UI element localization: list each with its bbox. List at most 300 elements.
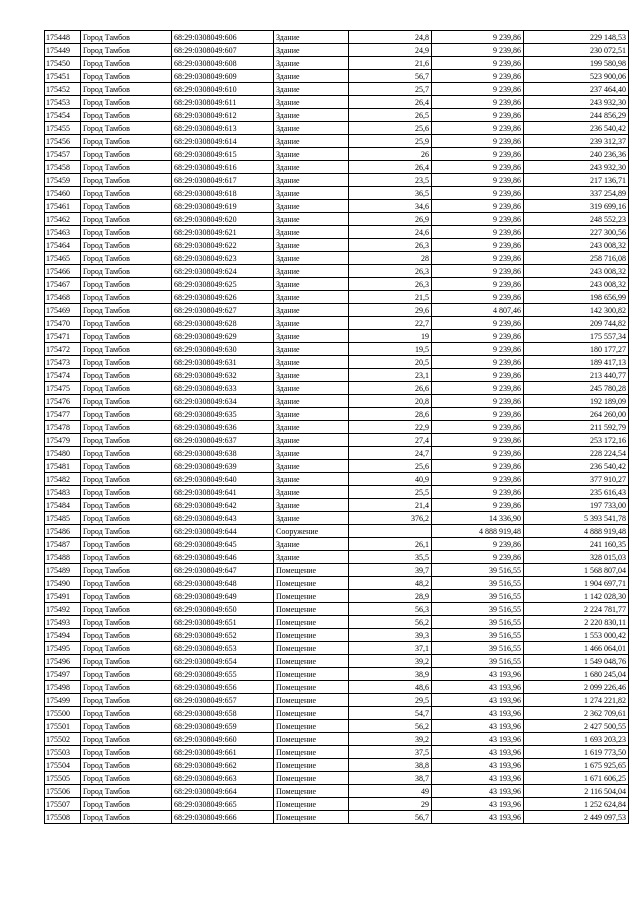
area-cell: 376,2 — [349, 512, 432, 525]
table-row — [45, 811, 629, 824]
object-type-cell: Помещение — [274, 772, 349, 785]
cadastral-number-cell: 68:29:0308049:651 — [172, 616, 274, 629]
object-type-cell: Помещение — [274, 577, 349, 590]
area-cell: 56,3 — [349, 603, 432, 616]
city-cell: Город Тамбов — [81, 265, 172, 278]
cadastral-value-cell: 235 616,43 — [524, 486, 629, 499]
area-cell: 25,7 — [349, 83, 432, 96]
object-type-cell: Здание — [274, 200, 349, 213]
unit-value-cell: 9 239,86 — [432, 57, 524, 70]
row-id-cell: 175499 — [45, 694, 81, 707]
cadastral-value-cell: 2 427 500,55 — [524, 720, 629, 733]
unit-value-cell: 39 516,55 — [432, 577, 524, 590]
row-id-cell: 175491 — [45, 590, 81, 603]
area-cell: 56,2 — [349, 616, 432, 629]
unit-value-cell: 43 193,96 — [432, 746, 524, 759]
object-type-cell: Помещение — [274, 798, 349, 811]
cadastral-value-cell: 1 553 000,42 — [524, 629, 629, 642]
table-row — [45, 200, 629, 213]
row-id-cell: 175468 — [45, 291, 81, 304]
cadastral-value-cell: 2 224 781,77 — [524, 603, 629, 616]
city-cell: Город Тамбов — [81, 109, 172, 122]
cadastral-value-cell: 189 417,13 — [524, 356, 629, 369]
cadastral-number-cell: 68:29:0308049:654 — [172, 655, 274, 668]
object-type-cell: Здание — [274, 213, 349, 226]
cadastral-number-cell: 68:29:0308049:642 — [172, 499, 274, 512]
row-id-cell: 175493 — [45, 616, 81, 629]
cadastral-value-cell: 1 675 925,65 — [524, 759, 629, 772]
cadastral-value-cell: 240 236,36 — [524, 148, 629, 161]
cadastral-value-cell: 209 744,82 — [524, 317, 629, 330]
row-id-cell: 175465 — [45, 252, 81, 265]
table-row — [45, 356, 629, 369]
cadastral-value-cell: 1 274 221,82 — [524, 694, 629, 707]
cadastral-number-cell: 68:29:0308049:630 — [172, 343, 274, 356]
unit-value-cell: 9 239,86 — [432, 122, 524, 135]
cadastral-number-cell: 68:29:0308049:643 — [172, 512, 274, 525]
cadastral-number-cell: 68:29:0308049:611 — [172, 96, 274, 109]
unit-value-cell: 43 193,96 — [432, 772, 524, 785]
cadastral-number-cell: 68:29:0308049:619 — [172, 200, 274, 213]
table-row — [45, 694, 629, 707]
cadastral-number-cell: 68:29:0308049:616 — [172, 161, 274, 174]
cadastral-value-cell: 142 300,82 — [524, 304, 629, 317]
area-cell: 38,9 — [349, 668, 432, 681]
row-id-cell: 175453 — [45, 96, 81, 109]
cadastral-value-cell: 258 716,08 — [524, 252, 629, 265]
area-cell: 39,7 — [349, 564, 432, 577]
area-cell: 19,5 — [349, 343, 432, 356]
cadastral-value-cell: 230 072,51 — [524, 44, 629, 57]
table-row — [45, 226, 629, 239]
cadastral-value-cell: 1 466 064,01 — [524, 642, 629, 655]
unit-value-cell: 9 239,86 — [432, 265, 524, 278]
unit-value-cell: 4 807,46 — [432, 304, 524, 317]
cadastral-value-cell: 228 224,54 — [524, 447, 629, 460]
object-type-cell: Помещение — [274, 629, 349, 642]
cadastral-value-cell: 337 254,89 — [524, 187, 629, 200]
city-cell: Город Тамбов — [81, 369, 172, 382]
table-row — [45, 187, 629, 200]
table-row — [45, 655, 629, 668]
row-id-cell: 175475 — [45, 382, 81, 395]
unit-value-cell: 9 239,86 — [432, 148, 524, 161]
cadastral-number-cell: 68:29:0308049:632 — [172, 369, 274, 382]
cadastral-value-cell: 1 671 606,25 — [524, 772, 629, 785]
area-cell: 38,7 — [349, 772, 432, 785]
table-row — [45, 148, 629, 161]
cadastral-value-cell: 1 549 048,76 — [524, 655, 629, 668]
cadastral-value-cell: 217 136,71 — [524, 174, 629, 187]
row-id-cell: 175505 — [45, 772, 81, 785]
city-cell: Город Тамбов — [81, 447, 172, 460]
city-cell: Город Тамбов — [81, 96, 172, 109]
table-row — [45, 291, 629, 304]
row-id-cell: 175452 — [45, 83, 81, 96]
unit-value-cell: 39 516,55 — [432, 590, 524, 603]
table-row — [45, 122, 629, 135]
table-row — [45, 447, 629, 460]
row-id-cell: 175451 — [45, 70, 81, 83]
cadastral-number-cell: 68:29:0308049:610 — [172, 83, 274, 96]
cadastral-number-cell: 68:29:0308049:628 — [172, 317, 274, 330]
cadastral-value-cell: 1 252 624,84 — [524, 798, 629, 811]
cadastral-value-cell: 213 440,77 — [524, 369, 629, 382]
cadastral-value-cell: 377 910,27 — [524, 473, 629, 486]
cadastral-value-cell: 236 540,42 — [524, 122, 629, 135]
cadastral-value-cell: 237 464,40 — [524, 83, 629, 96]
city-cell: Город Тамбов — [81, 486, 172, 499]
unit-value-cell: 9 239,86 — [432, 83, 524, 96]
cadastral-value-cell: 227 300,56 — [524, 226, 629, 239]
object-type-cell: Помещение — [274, 655, 349, 668]
area-cell: 27,4 — [349, 434, 432, 447]
unit-value-cell: 9 239,86 — [432, 473, 524, 486]
cadastral-value-cell: 175 557,34 — [524, 330, 629, 343]
unit-value-cell: 39 516,55 — [432, 616, 524, 629]
cadastral-value-cell: 1 904 697,71 — [524, 577, 629, 590]
object-type-cell: Помещение — [274, 707, 349, 720]
cadastral-number-cell: 68:29:0308049:661 — [172, 746, 274, 759]
area-cell: 56,7 — [349, 811, 432, 824]
row-id-cell: 175458 — [45, 161, 81, 174]
cadastral-number-cell: 68:29:0308049:650 — [172, 603, 274, 616]
object-type-cell: Здание — [274, 57, 349, 70]
unit-value-cell: 9 239,86 — [432, 343, 524, 356]
city-cell: Город Тамбов — [81, 122, 172, 135]
object-type-cell: Здание — [274, 226, 349, 239]
area-cell: 26,3 — [349, 278, 432, 291]
object-type-cell: Здание — [274, 187, 349, 200]
area-cell: 54,7 — [349, 707, 432, 720]
city-cell: Город Тамбов — [81, 785, 172, 798]
cadastral-number-cell: 68:29:0308049:625 — [172, 278, 274, 291]
unit-value-cell: 9 239,86 — [432, 538, 524, 551]
city-cell: Город Тамбов — [81, 811, 172, 824]
unit-value-cell: 9 239,86 — [432, 135, 524, 148]
city-cell: Город Тамбов — [81, 200, 172, 213]
city-cell: Город Тамбов — [81, 681, 172, 694]
area-cell: 26 — [349, 148, 432, 161]
unit-value-cell: 9 239,86 — [432, 70, 524, 83]
unit-value-cell: 9 239,86 — [432, 369, 524, 382]
object-type-cell: Здание — [274, 239, 349, 252]
table-row — [45, 616, 629, 629]
unit-value-cell: 43 193,96 — [432, 733, 524, 746]
cadastral-value-cell: 4 888 919,48 — [524, 525, 629, 538]
unit-value-cell: 9 239,86 — [432, 395, 524, 408]
table-row — [45, 317, 629, 330]
unit-value-cell: 43 193,96 — [432, 720, 524, 733]
area-cell: 23,5 — [349, 174, 432, 187]
city-cell: Город Тамбов — [81, 655, 172, 668]
area-cell: 39,2 — [349, 655, 432, 668]
area-cell: 48,2 — [349, 577, 432, 590]
row-id-cell: 175495 — [45, 642, 81, 655]
cadastral-number-cell: 68:29:0308049:627 — [172, 304, 274, 317]
cadastral-value-table — [44, 30, 629, 824]
cadastral-number-cell: 68:29:0308049:621 — [172, 226, 274, 239]
cadastral-number-cell: 68:29:0308049:666 — [172, 811, 274, 824]
cadastral-value-cell: 2 362 709,61 — [524, 707, 629, 720]
object-type-cell: Здание — [274, 109, 349, 122]
unit-value-cell: 9 239,86 — [432, 291, 524, 304]
table-row — [45, 109, 629, 122]
object-type-cell: Помещение — [274, 668, 349, 681]
city-cell: Город Тамбов — [81, 564, 172, 577]
row-id-cell: 175492 — [45, 603, 81, 616]
unit-value-cell: 9 239,86 — [432, 421, 524, 434]
unit-value-cell: 9 239,86 — [432, 109, 524, 122]
area-cell: 49 — [349, 785, 432, 798]
table-row — [45, 486, 629, 499]
unit-value-cell: 9 239,86 — [432, 96, 524, 109]
table-row — [45, 629, 629, 642]
object-type-cell: Здание — [274, 96, 349, 109]
row-id-cell: 175489 — [45, 564, 81, 577]
unit-value-cell: 14 336,90 — [432, 512, 524, 525]
area-cell: 28,6 — [349, 408, 432, 421]
object-type-cell: Здание — [274, 408, 349, 421]
cadastral-number-cell: 68:29:0308049:662 — [172, 759, 274, 772]
table-row — [45, 720, 629, 733]
table-row — [45, 538, 629, 551]
cadastral-number-cell: 68:29:0308049:659 — [172, 720, 274, 733]
city-cell: Город Тамбов — [81, 694, 172, 707]
cadastral-value-cell: 2 116 504,04 — [524, 785, 629, 798]
row-id-cell: 175497 — [45, 668, 81, 681]
cadastral-number-cell: 68:29:0308049:639 — [172, 460, 274, 473]
cadastral-number-cell: 68:29:0308049:641 — [172, 486, 274, 499]
cadastral-value-cell: 192 189,09 — [524, 395, 629, 408]
area-cell: 39,2 — [349, 733, 432, 746]
cadastral-value-cell: 229 148,53 — [524, 31, 629, 44]
cadastral-number-cell: 68:29:0308049:635 — [172, 408, 274, 421]
area-cell — [349, 525, 432, 538]
area-cell: 26,3 — [349, 239, 432, 252]
city-cell: Город Тамбов — [81, 434, 172, 447]
city-cell: Город Тамбов — [81, 135, 172, 148]
unit-value-cell: 9 239,86 — [432, 434, 524, 447]
object-type-cell: Помещение — [274, 785, 349, 798]
city-cell: Город Тамбов — [81, 798, 172, 811]
unit-value-cell: 9 239,86 — [432, 226, 524, 239]
cadastral-value-cell: 264 260,00 — [524, 408, 629, 421]
city-cell: Город Тамбов — [81, 239, 172, 252]
city-cell: Город Тамбов — [81, 668, 172, 681]
area-cell: 25,6 — [349, 460, 432, 473]
cadastral-number-cell: 68:29:0308049:617 — [172, 174, 274, 187]
unit-value-cell: 9 239,86 — [432, 551, 524, 564]
table-row — [45, 278, 629, 291]
table-row — [45, 96, 629, 109]
unit-value-cell: 43 193,96 — [432, 694, 524, 707]
area-cell: 21,4 — [349, 499, 432, 512]
table-row — [45, 564, 629, 577]
cadastral-number-cell: 68:29:0308049:658 — [172, 707, 274, 720]
cadastral-number-cell: 68:29:0308049:609 — [172, 70, 274, 83]
row-id-cell: 175463 — [45, 226, 81, 239]
cadastral-value-cell: 241 160,35 — [524, 538, 629, 551]
table-row — [45, 434, 629, 447]
cadastral-value-cell: 523 900,06 — [524, 70, 629, 83]
row-id-cell: 175474 — [45, 369, 81, 382]
object-type-cell: Помещение — [274, 733, 349, 746]
area-cell: 20,8 — [349, 395, 432, 408]
city-cell: Город Тамбов — [81, 629, 172, 642]
unit-value-cell: 43 193,96 — [432, 668, 524, 681]
area-cell: 19 — [349, 330, 432, 343]
table-row — [45, 421, 629, 434]
table-row — [45, 395, 629, 408]
cadastral-number-cell: 68:29:0308049:656 — [172, 681, 274, 694]
cadastral-number-cell: 68:29:0308049:637 — [172, 434, 274, 447]
row-id-cell: 175466 — [45, 265, 81, 278]
cadastral-value-cell: 2 220 830,11 — [524, 616, 629, 629]
city-cell: Город Тамбов — [81, 304, 172, 317]
object-type-cell: Помещение — [274, 642, 349, 655]
unit-value-cell: 9 239,86 — [432, 200, 524, 213]
table-row — [45, 31, 629, 44]
city-cell: Город Тамбов — [81, 291, 172, 304]
object-type-cell: Помещение — [274, 811, 349, 824]
unit-value-cell: 9 239,86 — [432, 408, 524, 421]
area-cell: 22,9 — [349, 421, 432, 434]
city-cell: Город Тамбов — [81, 174, 172, 187]
table-row — [45, 512, 629, 525]
object-type-cell: Помещение — [274, 681, 349, 694]
row-id-cell: 175470 — [45, 317, 81, 330]
object-type-cell: Здание — [274, 31, 349, 44]
unit-value-cell: 9 239,86 — [432, 161, 524, 174]
cadastral-number-cell: 68:29:0308049:663 — [172, 772, 274, 785]
object-type-cell: Здание — [274, 551, 349, 564]
area-cell: 48,6 — [349, 681, 432, 694]
row-id-cell: 175488 — [45, 551, 81, 564]
row-id-cell: 175469 — [45, 304, 81, 317]
city-cell: Город Тамбов — [81, 408, 172, 421]
city-cell: Город Тамбов — [81, 616, 172, 629]
row-id-cell: 175450 — [45, 57, 81, 70]
object-type-cell: Здание — [274, 122, 349, 135]
city-cell: Город Тамбов — [81, 512, 172, 525]
cadastral-number-cell: 68:29:0308049:631 — [172, 356, 274, 369]
table-row — [45, 382, 629, 395]
area-cell: 28 — [349, 252, 432, 265]
object-type-cell: Помещение — [274, 694, 349, 707]
object-type-cell: Здание — [274, 330, 349, 343]
city-cell: Город Тамбов — [81, 421, 172, 434]
cadastral-value-cell: 243 008,32 — [524, 265, 629, 278]
cadastral-number-cell: 68:29:0308049:648 — [172, 577, 274, 590]
row-id-cell: 175483 — [45, 486, 81, 499]
object-type-cell: Помещение — [274, 759, 349, 772]
unit-value-cell: 9 239,86 — [432, 356, 524, 369]
area-cell: 35,5 — [349, 551, 432, 564]
cadastral-number-cell: 68:29:0308049:657 — [172, 694, 274, 707]
table-row — [45, 330, 629, 343]
city-cell: Город Тамбов — [81, 525, 172, 538]
city-cell: Город Тамбов — [81, 356, 172, 369]
cadastral-number-cell: 68:29:0308049:608 — [172, 57, 274, 70]
cadastral-value-cell: 328 015,03 — [524, 551, 629, 564]
cadastral-number-cell: 68:29:0308049:664 — [172, 785, 274, 798]
city-cell: Город Тамбов — [81, 538, 172, 551]
area-cell: 37,1 — [349, 642, 432, 655]
cadastral-value-cell: 198 656,99 — [524, 291, 629, 304]
city-cell: Город Тамбов — [81, 551, 172, 564]
cadastral-value-cell: 236 540,42 — [524, 460, 629, 473]
object-type-cell: Здание — [274, 135, 349, 148]
cadastral-value-cell: 248 552,23 — [524, 213, 629, 226]
row-id-cell: 175507 — [45, 798, 81, 811]
table-row — [45, 460, 629, 473]
cadastral-number-cell: 68:29:0308049:626 — [172, 291, 274, 304]
area-cell: 28,9 — [349, 590, 432, 603]
table-row — [45, 746, 629, 759]
row-id-cell: 175482 — [45, 473, 81, 486]
city-cell: Город Тамбов — [81, 499, 172, 512]
area-cell: 40,9 — [349, 473, 432, 486]
city-cell: Город Тамбов — [81, 460, 172, 473]
area-cell: 26,9 — [349, 213, 432, 226]
area-cell: 24,7 — [349, 447, 432, 460]
city-cell: Город Тамбов — [81, 642, 172, 655]
row-id-cell: 175479 — [45, 434, 81, 447]
city-cell: Город Тамбов — [81, 746, 172, 759]
row-id-cell: 175486 — [45, 525, 81, 538]
row-id-cell: 175501 — [45, 720, 81, 733]
cadastral-value-cell: 1 568 807,04 — [524, 564, 629, 577]
row-id-cell: 175464 — [45, 239, 81, 252]
row-id-cell: 175494 — [45, 629, 81, 642]
area-cell: 26,3 — [349, 265, 432, 278]
city-cell: Город Тамбов — [81, 317, 172, 330]
unit-value-cell: 9 239,86 — [432, 213, 524, 226]
unit-value-cell: 9 239,86 — [432, 239, 524, 252]
table-row — [45, 759, 629, 772]
row-id-cell: 175508 — [45, 811, 81, 824]
area-cell: 26,1 — [349, 538, 432, 551]
area-cell: 29,6 — [349, 304, 432, 317]
city-cell: Город Тамбов — [81, 772, 172, 785]
cadastral-number-cell: 68:29:0308049:612 — [172, 109, 274, 122]
object-type-cell: Помещение — [274, 616, 349, 629]
cadastral-number-cell: 68:29:0308049:629 — [172, 330, 274, 343]
city-cell: Город Тамбов — [81, 148, 172, 161]
object-type-cell: Здание — [274, 265, 349, 278]
city-cell: Город Тамбов — [81, 57, 172, 70]
row-id-cell: 175504 — [45, 759, 81, 772]
cadastral-value-cell: 319 699,16 — [524, 200, 629, 213]
row-id-cell: 175502 — [45, 733, 81, 746]
unit-value-cell: 43 193,96 — [432, 811, 524, 824]
unit-value-cell: 9 239,86 — [432, 330, 524, 343]
object-type-cell: Здание — [274, 83, 349, 96]
area-cell: 25,6 — [349, 122, 432, 135]
table-row — [45, 265, 629, 278]
city-cell: Город Тамбов — [81, 187, 172, 200]
city-cell: Город Тамбов — [81, 213, 172, 226]
row-id-cell: 175457 — [45, 148, 81, 161]
object-type-cell: Помещение — [274, 590, 349, 603]
table-row — [45, 252, 629, 265]
area-cell: 21,6 — [349, 57, 432, 70]
table-row — [45, 70, 629, 83]
area-cell: 25,5 — [349, 486, 432, 499]
cadastral-value-cell: 243 932,30 — [524, 161, 629, 174]
cadastral-number-cell: 68:29:0308049:646 — [172, 551, 274, 564]
